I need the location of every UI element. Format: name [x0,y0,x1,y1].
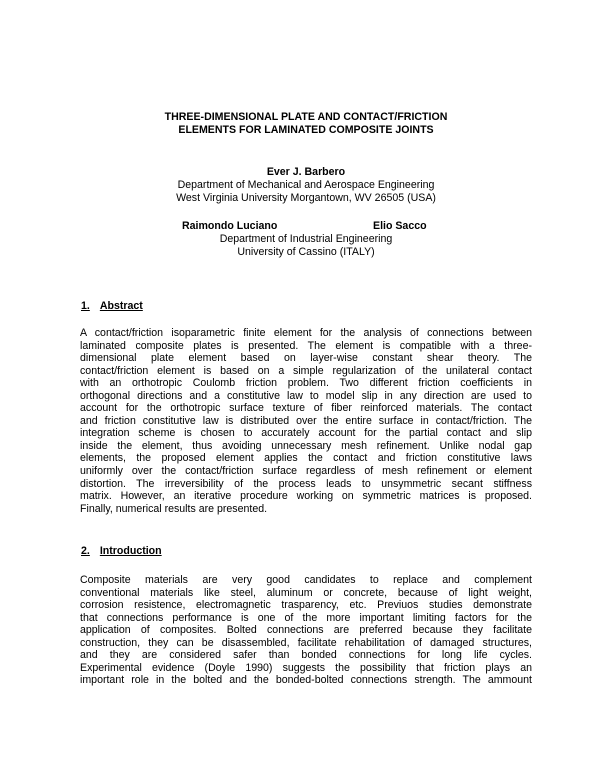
author-1-name: Ever J. Barbero [266,166,346,178]
text-line: uniformly over the contact/friction surface regardless of mesh refinement or element [80,465,532,478]
text-line: integration scheme is chosen to accurately account for the partial contact and slip [80,427,532,440]
text-line: important role in the bolted and the bonded-bolted connections strength. The ammount [80,674,532,687]
title-line-2: ELEMENTS FOR LAMINATED COMPOSITE JOINTS [178,124,434,136]
text-line: Finally, numerical results are presented. [80,502,268,515]
text-line: A contact/friction isoparametric finite element for the analysis of connections between [80,327,532,339]
text-line: distortion. The irreversibility of the process leads to unsymmetric secant stiffness [80,477,532,490]
introduction-paragraph [80,574,532,687]
text-line: and they are considered safer than bonded connections for long life cycles. [80,649,532,662]
section-title: Abstract [99,300,143,312]
affiliation-2-line-2: University of Cassino (ITALY) [237,246,375,258]
section-title: Introduction [99,545,162,557]
author-1-affiliation-line-2: West Virginia University Morgantown, WV 26505 (USA) [176,192,436,204]
author-3-name: Elio Sacco [373,220,427,232]
paper-title [80,111,532,137]
title-line-1: THREE-DIMENSIONAL PLATE AND CONTACT/FRICTION [164,111,448,123]
text-line: Composite materials are very good candidates to replace and complement [80,574,532,586]
text-line: with an orthotropic Coulomb friction problem. Two different friction coefficients in [80,377,532,390]
section-heading-introduction [81,545,162,557]
text-line: inside the element, thus avoiding unnecessary mesh refinement. Unlike nodal gap [80,439,532,452]
text-line: that connections performance is one of the more important limiting factors for the [80,611,532,624]
text-line: construction, they can be disassembled, facilitate rehabilitation of damaged structures, [80,636,532,649]
affiliation-2-line-1: Department of Industrial Engineering [219,233,393,245]
text-line: dimensional plate element based on layer-wise constant shear theory. The [80,352,532,365]
text-line: elements, the proposed element applies the contact and friction constitutive laws [80,452,532,465]
text-line: contact/friction element is based on a simple regularization of the unilateral contact [80,364,532,377]
author-1-block [80,166,532,205]
section-number: 2. [81,545,90,557]
text-line: application of composites. Bolted connections are preferred because they facilitate [80,624,532,637]
text-line: laminated composite plates is presented. The element is compatible with a three- [80,339,532,352]
section-number: 1. [81,300,90,312]
text-line: matrix. However, an iterative procedure working on symmetric matrices is proposed. [80,490,532,503]
coauthors-row [0,220,600,233]
text-line: account for the orthotropic surface texture of fiber reinforced materials. The contact [80,402,532,415]
text-line: Experimental evidence (Doyle 1990) suggests the possibility that friction plays an [80,661,532,674]
text-line: conventional materials like steel, aluminum or concrete, because of light weight, [80,586,532,599]
text-line: orthogonal directions and a constitutive law to model slip in any direction are used to [80,389,532,402]
text-line: corrosion resistence, electromagnetic trasparency, etc. Previuos studies demonstrate [80,599,532,612]
author-1-affiliation-line-1: Department of Mechanical and Aerospace Engineering [177,179,435,191]
abstract-paragraph [80,327,532,515]
text-line: and friction constitutive law is distributed over the entire surface in contact/friction. The [80,414,532,427]
affiliation-2-block [80,233,532,259]
author-2-name: Raimondo Luciano [182,220,278,232]
section-heading-abstract [81,300,143,312]
